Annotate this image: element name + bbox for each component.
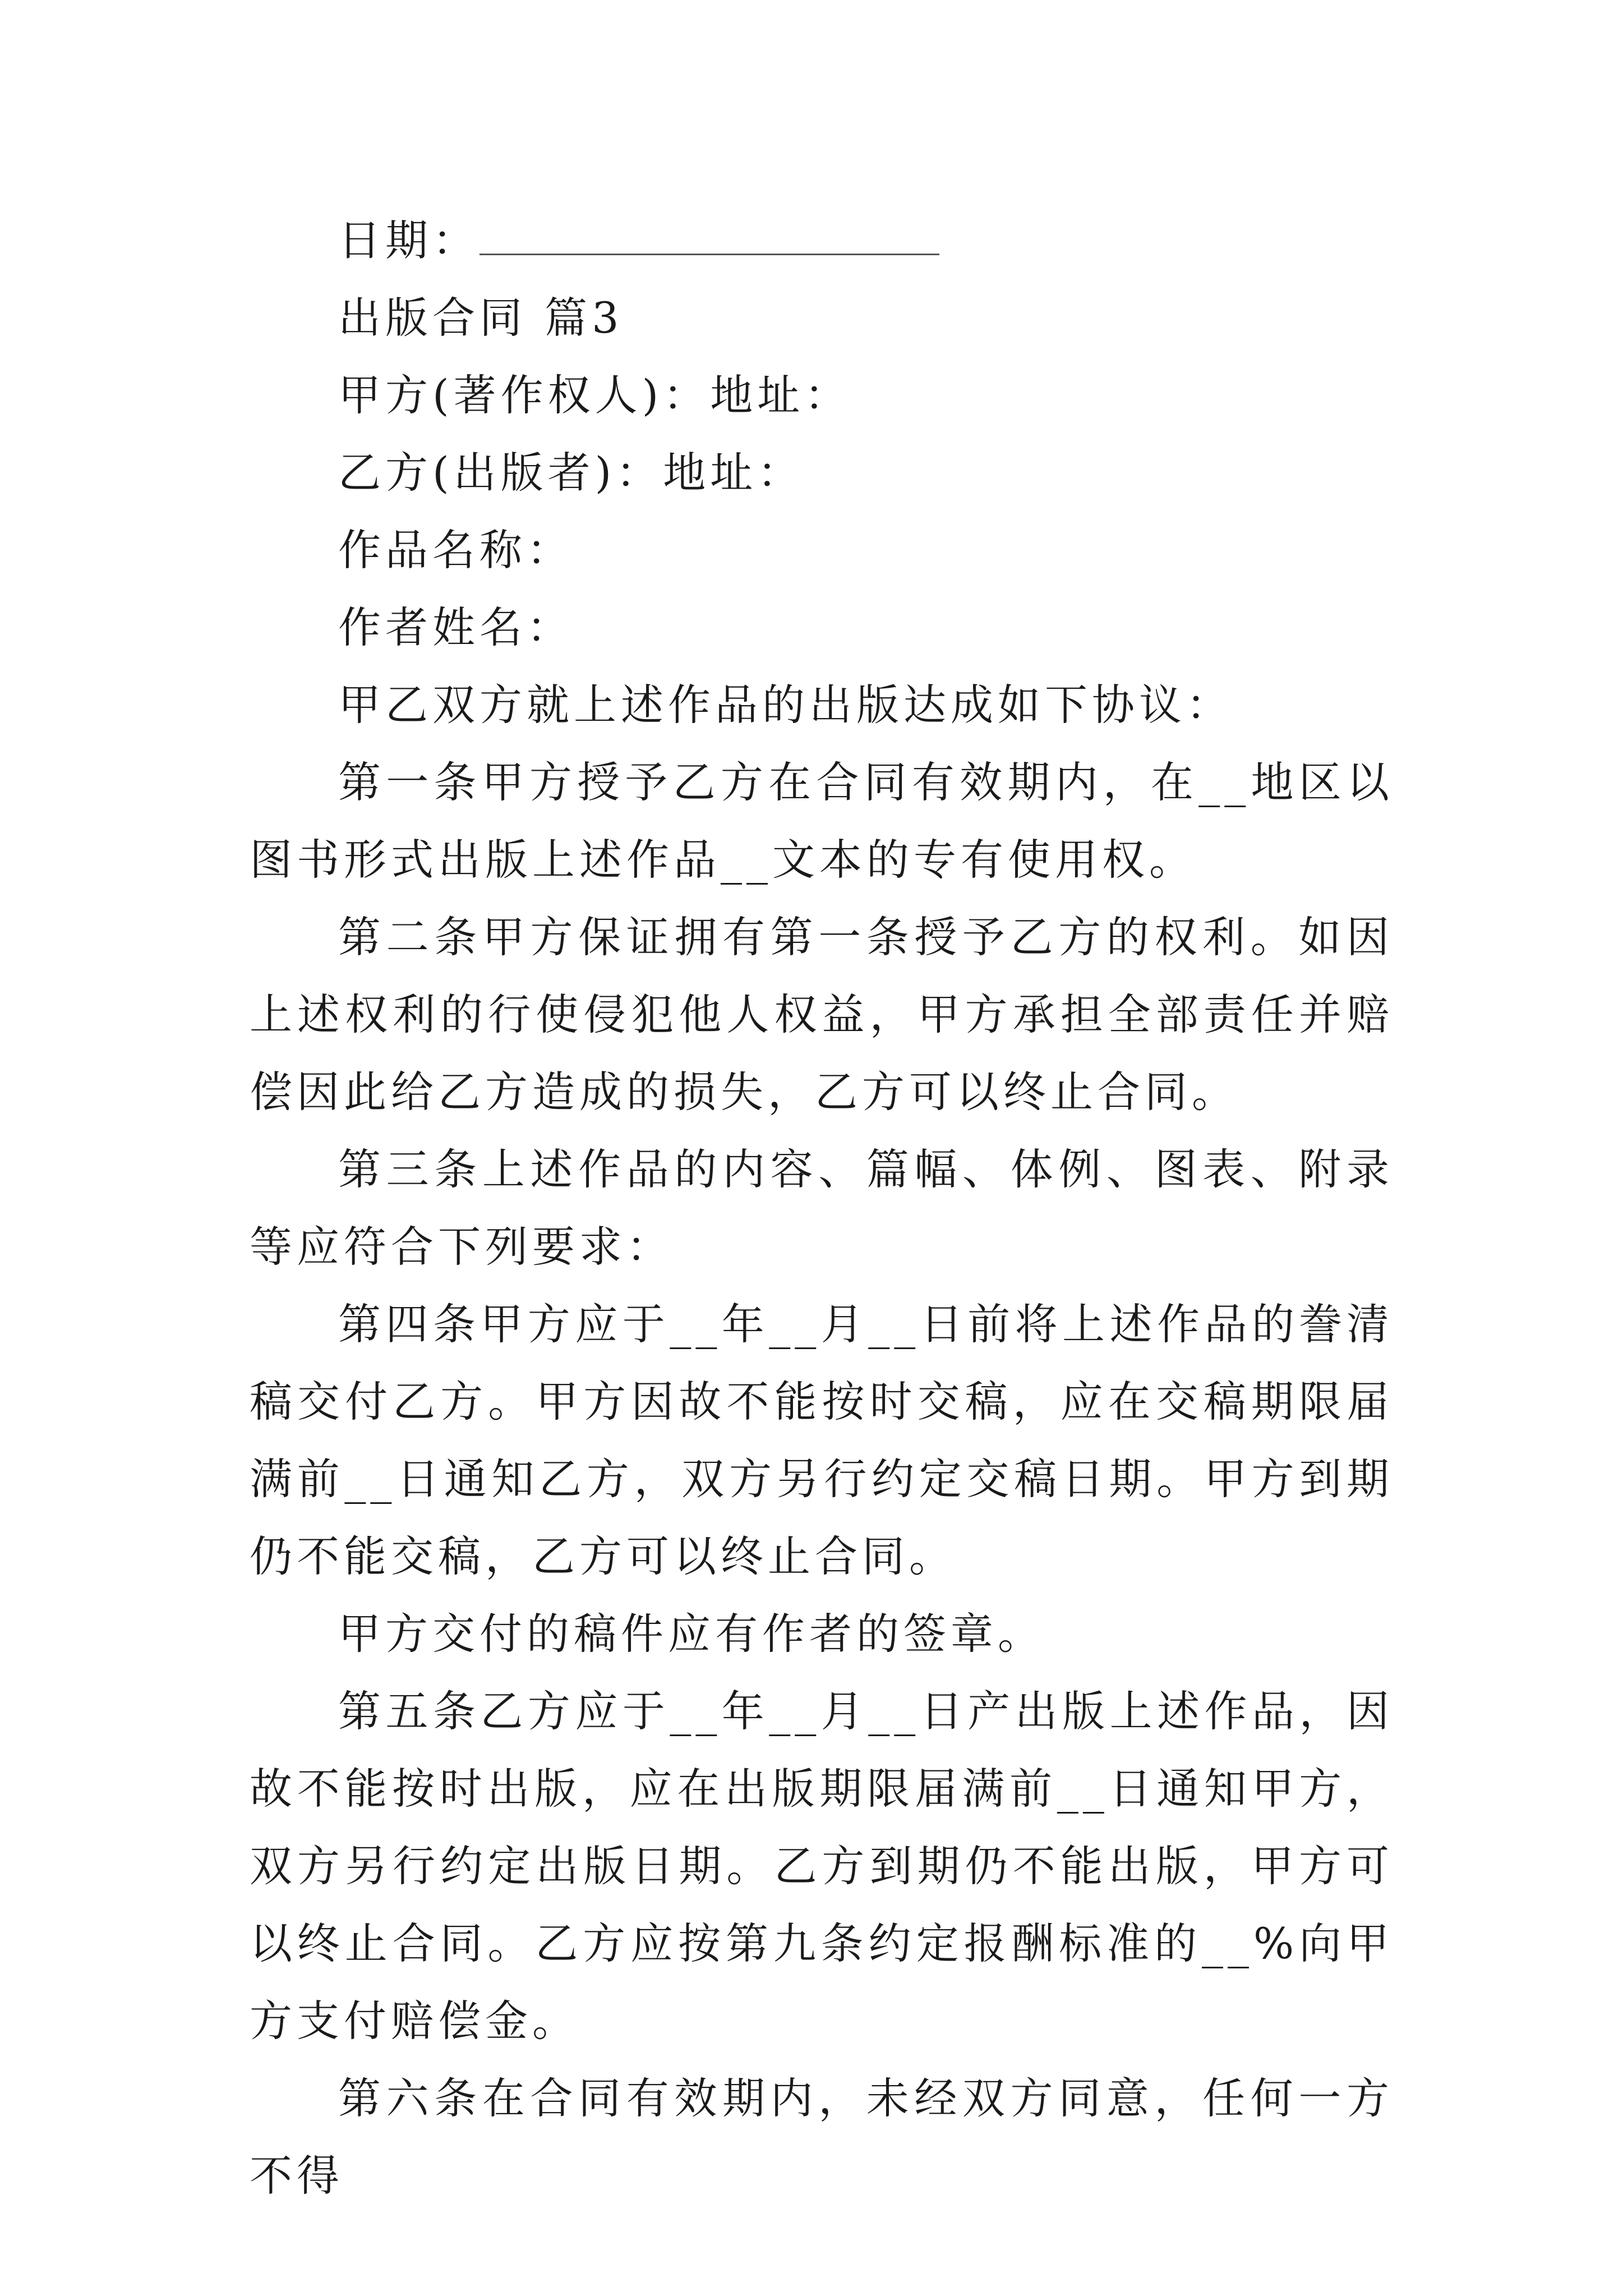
work-title-line: 作品名称：: [338, 525, 574, 575]
date-blank-field: [479, 220, 939, 255]
author-name-line: 作者姓名：: [338, 602, 574, 652]
date-label: 日期：: [338, 215, 479, 265]
article-4: 第四条甲方应于__年__月__日前将上述作品的誊清稿交付乙方。甲方因故不能按时交稿，应在交稿期限届满前__日通知乙方，双方另行约定交稿日期。甲方到期仍不能交稿，乙方可以终止合同。: [250, 1299, 1394, 1581]
signature-requirement: 甲方交付的稿件应有作者的签章。: [338, 1609, 1045, 1659]
agreement-intro: 甲乙双方就上述作品的出版达成如下协议：: [338, 680, 1233, 730]
contract-text-block: [250, 202, 1394, 2215]
article-5: 第五条乙方应于__年__月__日产出版上述作品，因故不能按时出版，应在出版期限届满前__日通知甲方，双方另行约定出版日期。乙方到期仍不能出版，甲方可以终止合同。乙方应按第九条约定报酬标准的__%向甲方支付赔偿金。: [250, 1686, 1394, 2046]
article-1: 第一条甲方授予乙方在合同有效期内，在__地区以图书形式出版上述作品__文本的专有使用权。: [250, 757, 1394, 885]
party-b-line: 乙方(出版者)：地址：: [338, 448, 805, 498]
section-title: 出版合同 篇3: [338, 293, 624, 343]
date-line: [250, 202, 1394, 279]
article-6-partial: 第六条在合同有效期内，未经双方同意，任何一方不得: [250, 2073, 1394, 2201]
party-a-line: 甲方(著作权人)：地址：: [338, 370, 852, 420]
article-2: 第二条甲方保证拥有第一条授予乙方的权利。如因上述权利的行使侵犯他人权益，甲方承担全部责任并赔偿因此给乙方造成的损失，乙方可以终止合同。: [250, 912, 1394, 1117]
article-3: 第三条上述作品的内容、篇幅、体例、图表、附录等应符合下列要求：: [250, 1144, 1394, 1272]
